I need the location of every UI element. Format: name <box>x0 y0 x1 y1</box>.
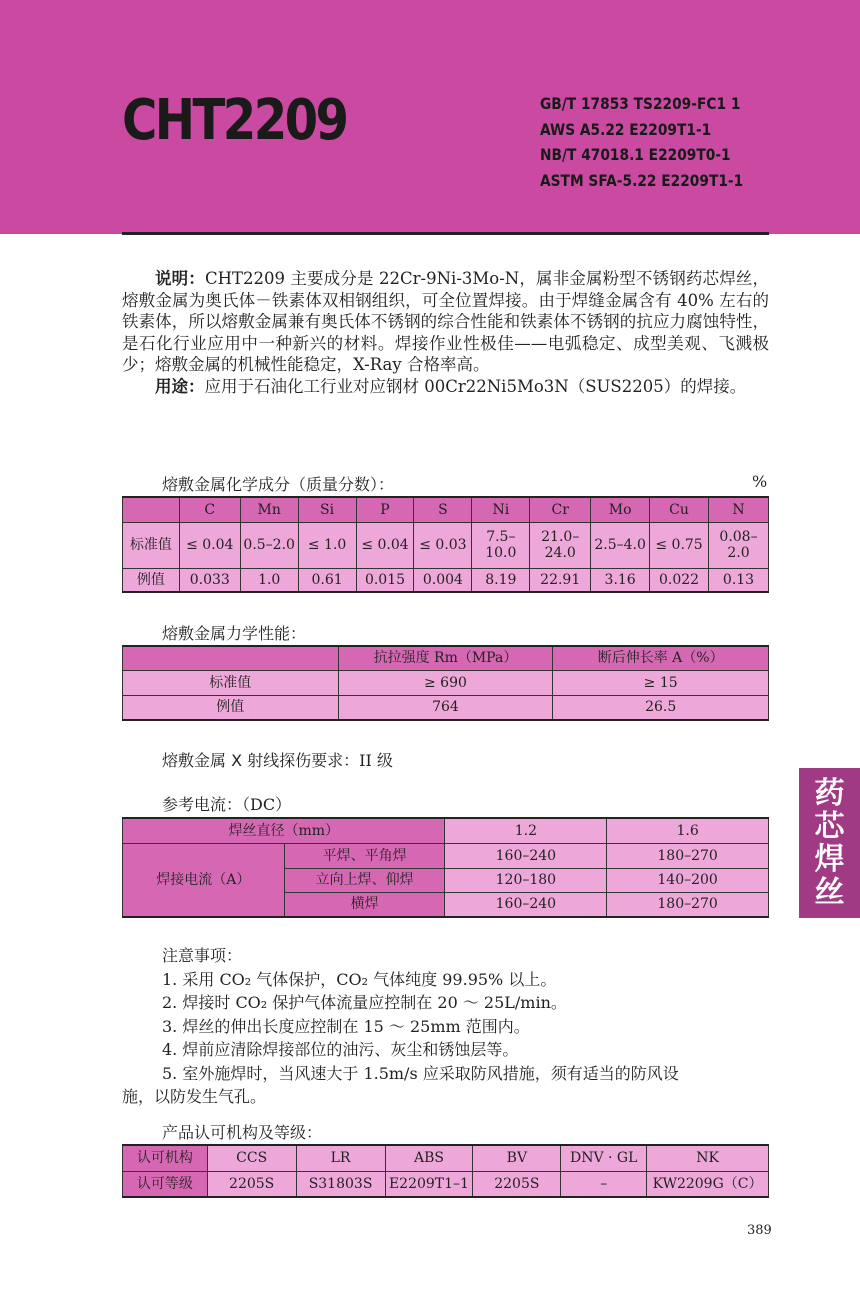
header-cell: Mn <box>240 497 298 522</box>
agency-row <box>123 1145 769 1171</box>
table-cell: BV <box>473 1145 561 1171</box>
diameter-value: 1.2 <box>445 818 607 843</box>
table-cell: E2209T1–1 <box>385 1171 473 1197</box>
diameter-label: 焊丝直径（mm） <box>123 818 445 843</box>
grade-row <box>123 1171 769 1197</box>
table-cell: 120–180 <box>445 868 607 892</box>
table-cell: 2.5–4.0 <box>591 522 650 568</box>
row-label: 例值 <box>123 695 339 720</box>
note-item: 5. 室外施焊时，当风速大于 1.5m/s 应采取防风措施，须有适当的防风设 <box>162 1063 679 1083</box>
table-cell: 22.91 <box>530 568 591 592</box>
certification-table <box>122 1144 769 1198</box>
side-category-tab <box>799 768 860 918</box>
note-item-continuation: 施，以防发生气孔。 <box>122 1087 267 1106</box>
current-row-label: 焊接电流（A） <box>123 843 285 917</box>
table-cell: 0.022 <box>650 568 709 592</box>
table-cell: 160–240 <box>445 892 607 917</box>
chemical-unit: % <box>752 472 768 491</box>
table-cell: 2205S <box>473 1171 561 1197</box>
header-cell: P <box>356 497 414 522</box>
table-cell: 2205S <box>207 1171 296 1197</box>
table-cell: ≤ 0.04 <box>356 522 414 568</box>
row-label: 例值 <box>123 568 180 592</box>
position-label: 立向上焊、仰焊 <box>284 868 445 892</box>
header-divider <box>122 232 769 235</box>
table-cell: CCS <box>207 1145 296 1171</box>
current-heading <box>162 792 291 815</box>
standard-item: GB/T 17853 TS2209-FC1 1 <box>540 94 741 113</box>
table-cell: ≤ 0.75 <box>650 522 709 568</box>
side-tab-char: 焊 <box>814 842 845 877</box>
table-cell: ≥ 690 <box>338 670 553 695</box>
table-cell: 3.16 <box>591 568 650 592</box>
table-cell: 160–240 <box>445 843 607 868</box>
header-cell: 抗拉强度 Rm（MPa） <box>338 646 553 670</box>
header-cell: Si <box>298 497 356 522</box>
side-tab-char: 芯 <box>814 809 845 844</box>
chemical-example-row <box>123 568 769 592</box>
table-cell: 0.61 <box>298 568 356 592</box>
product-name: CHT2209 <box>122 88 347 153</box>
standards-list <box>540 91 776 193</box>
table-cell: 8.19 <box>472 568 530 592</box>
xray-requirement <box>162 748 393 771</box>
side-tab-char: 丝 <box>814 875 845 910</box>
side-tab-char: 药 <box>814 776 845 811</box>
row-label: 标准值 <box>123 522 180 568</box>
row-label: 标准值 <box>123 670 339 695</box>
description-text: CHT2209 主要成分是 22Cr-9Ni-3Mo-N，属非金属粉型不锈钢药芯焊丝，熔敷金属为奥氏体－铁素体双相钢组织，可全位置焊接。由于焊缝金属含有 40% 左右的铁素体，所以熔敷金属兼有奥氏体不锈钢的综合性能和铁素体不锈钢的抗应力腐蚀特性，是石化行业应用中一种新兴的材料。焊接作业性极佳——电弧稳定、成型美观、飞溅极少；熔敷金属的机械性能稳定，X-Ray 合格率高。 <box>122 269 770 374</box>
standard-item: ASTM SFA-5.22 E2209T1-1 <box>540 170 744 190</box>
chemical-table <box>122 496 769 593</box>
table-cell: LR <box>296 1145 385 1171</box>
note-item: 2. 焊接时 CO₂ 保护气体流量应控制在 20 ～ 25L/min。 <box>162 993 567 1012</box>
table-cell: ≥ 15 <box>553 670 769 695</box>
header-cell: N <box>709 497 769 522</box>
table-cell: DNV · GL <box>561 1145 647 1171</box>
row-label: 认可等级 <box>123 1171 208 1197</box>
usage-paragraph <box>122 376 769 398</box>
notes-title: 注意事项： <box>162 946 243 965</box>
mechanical-header-row <box>123 646 769 670</box>
mechanical-title: 熔敷金属力学性能： <box>162 624 307 643</box>
table-cell: S31803S <box>296 1171 385 1197</box>
current-type: （DC） <box>242 795 292 814</box>
header-cell: Mo <box>591 497 650 522</box>
note-item: 3. 焊丝的伸出长度应控制在 15 ～ 25mm 范围内。 <box>162 1016 530 1036</box>
header-cell: S <box>414 497 472 522</box>
xray-label: 熔敷金属 X 射线探伤要求： <box>162 751 360 770</box>
table-cell: 7.5– 10.0 <box>472 522 530 568</box>
table-cell: NK <box>647 1145 769 1171</box>
row-label: 认可机构 <box>123 1145 208 1171</box>
table-cell: 764 <box>338 695 553 720</box>
page-number: 389 <box>747 1223 772 1238</box>
diameter-row <box>123 818 769 843</box>
table-cell: 0.08– 2.0 <box>709 522 769 568</box>
header-cell: Ni <box>472 497 530 522</box>
xray-value: II 级 <box>359 751 393 770</box>
mechanical-example-row <box>123 695 769 720</box>
table-cell: 180–270 <box>607 892 769 917</box>
position-label: 横焊 <box>284 892 445 917</box>
table-cell: – <box>561 1171 647 1197</box>
mechanical-standard-row <box>123 670 769 695</box>
current-table <box>122 817 769 918</box>
header-cell: Cu <box>650 497 709 522</box>
header-cell <box>123 497 180 522</box>
header-cell: C <box>179 497 240 522</box>
notes-block <box>122 944 769 1109</box>
usage-text: 应用于石油化工行业对应钢材 00Cr22Ni5Mo3N（SUS2205）的焊接。 <box>204 376 747 396</box>
table-cell: 0.004 <box>414 568 472 592</box>
table-cell: 0.033 <box>179 568 240 592</box>
position-label: 平焊、平角焊 <box>284 843 445 868</box>
chemical-title: 熔敷金属化学成分（质量分数）： <box>162 475 395 494</box>
table-cell: 180–270 <box>607 843 769 868</box>
table-cell: 26.5 <box>553 695 769 720</box>
table-cell: 0.015 <box>356 568 414 592</box>
note-item: 4. 焊前应清除焊接部位的油污、灰尘和锈蚀层等。 <box>162 1040 519 1059</box>
standard-item: AWS A5.22 E2209T1-1 <box>540 119 712 139</box>
table-cell: ≤ 0.04 <box>179 522 240 568</box>
standard-item: NB/T 47018.1 E2209T0-1 <box>540 145 731 164</box>
header-cell <box>123 646 339 670</box>
table-cell: ≤ 1.0 <box>298 522 356 568</box>
table-cell: 1.0 <box>240 568 298 592</box>
current-row <box>123 843 769 868</box>
certification-title: 产品认可机构及等级： <box>162 1123 323 1142</box>
current-label: 参考电流： <box>162 795 243 814</box>
table-cell: 21.0– 24.0 <box>530 522 591 568</box>
header-cell: Cr <box>530 497 591 522</box>
usage-label: 用途： <box>155 376 205 396</box>
description-paragraph <box>122 268 769 376</box>
table-cell: 0.5–2.0 <box>240 522 298 568</box>
table-cell: ≤ 0.03 <box>414 522 472 568</box>
note-item: 1. 采用 CO₂ 气体保护，CO₂ 气体纯度 99.95% 以上。 <box>162 969 557 989</box>
table-cell: ABS <box>385 1145 473 1171</box>
mechanical-table <box>122 645 769 721</box>
table-cell: 140–200 <box>607 868 769 892</box>
description-label: 说明： <box>155 269 205 288</box>
chemical-standard-row <box>123 522 769 568</box>
table-cell: 0.13 <box>709 568 769 592</box>
description-block <box>122 268 769 397</box>
chemical-header-row <box>123 497 769 522</box>
table-cell: KW2209G（C） <box>647 1171 769 1197</box>
header-cell: 断后伸长率 A（%） <box>553 646 769 670</box>
diameter-value: 1.6 <box>607 818 769 843</box>
